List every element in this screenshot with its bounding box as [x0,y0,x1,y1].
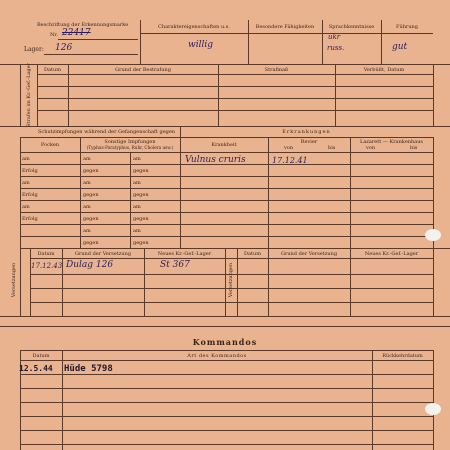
charakter-value: willig [188,40,213,50]
revier-von: von [284,145,294,151]
faehigkeiten-label: Besondere Fähigkeiten [255,24,315,30]
revier-bis: bis [328,145,336,151]
impf-s1-gegen-2: gegen [83,192,99,198]
impf-row-am-3: am [22,204,30,210]
strafen-col-datum: Datum [44,67,61,73]
kommando-art-entry: Hüde 5798 [64,364,113,374]
vers-col-neues-1: Neues Kr.-Gef.-Lager [157,251,212,257]
punch-hole-top [425,229,441,241]
vers-col-grund-1: Grund der Versetzung [74,251,132,257]
strafen-col-grund: Grund der Bestrafung [115,67,171,73]
impf-s1-gegen-1: gegen [83,168,99,174]
erkrankungen-col-krankheit: Krankheit [211,142,237,148]
sprachkenntnisse-value-1: ukr [328,33,341,41]
lazarett-von: von [366,145,376,151]
punch-hole-bottom [425,403,441,415]
impf-s1-am-1: am [83,156,91,162]
vers-col-neues-2: Neues Kr.-Gef.-Lager [364,251,419,257]
sprachkenntnisse-label: Sprachkenntnisse [328,24,375,30]
versetzungen-side-label-right: Versetzungen [228,262,234,298]
kommandos-col-rueckkehr: Rückkehrdatum [382,353,423,359]
vers-neues-entry: St 367 [160,260,190,270]
lager-label: Lager: [24,46,44,53]
impfungen-col-sonstige: Sonstige Impfungen [104,139,156,145]
charakter-label: Charaktereigenschaften u.s. [158,24,230,30]
lazarett-bis: bis [410,145,418,151]
lager-value: 126 [55,43,73,53]
vers-datum-entry: 17.12.43 [31,262,63,270]
impfungen-col-sonstige-sub: (Typhus-Paratyphus, Ruhr, Cholera usw.) [86,145,174,150]
kommandos-col-art: Art des Kommandos [187,353,247,359]
erkennungsmarke-label: Beschriftung der Erkennungsmarke [37,22,129,28]
impf-s2-am-2: am [133,180,141,186]
sprachkenntnisse-value-2: russ. [327,44,345,52]
impf-row-erfolg-1: Erfolg [22,168,38,174]
erkrankungen-title: Erkrankungen [282,129,331,135]
nr-label: Nr. [50,32,58,38]
nr-value: 22417 [62,28,91,38]
versetzungen-side-label-left: Versetzungen [11,262,17,298]
kommandos-col-datum: Datum [32,353,50,359]
impf-s2-gegen-3: gegen [133,216,149,222]
impf-row-erfolg-2: Erfolg [22,192,38,198]
impf-s1-am-4: am [83,228,91,234]
impf-row-am-1: am [22,156,30,162]
strafen-col-strafmass: Strafmaß [264,67,289,73]
impf-s2-am-1: am [133,156,141,162]
impf-s1-am-2: am [83,180,91,186]
fuehrung-value: gut [392,42,408,52]
vers-grund-entry: Dulag 126 [66,260,114,270]
impf-s1-gegen-3: gegen [83,216,99,222]
impf-row-erfolg-3: Erfolg [22,216,38,222]
strafen-col-verbuesst: Verbüßt, Datum [363,67,405,73]
erkrankungen-col-lazarett: Lazarett — Krankenhaus [360,139,423,145]
impf-s1-gegen-4: gegen [83,240,99,246]
kommandos-title: Kommandos [192,337,258,347]
impf-s2-am-4: am [133,228,141,234]
vers-col-datum-2: Datum [244,251,261,257]
erkrankung-datum-entry: 17.12.41 [272,156,308,165]
impfungen-title: Schutzimpfungen während der Gefangenschaft gegen [38,129,176,135]
impfungen-col-pocken: Pocken [40,142,60,148]
fuehrung-label: Führung [396,24,418,30]
erkrankungen-col-revier: Revier [300,139,318,145]
erkrankung-krankheit-entry: Vulnus cruris [185,155,246,165]
vers-col-datum-1: Datum [37,251,55,257]
impf-row-am-2: am [22,180,30,186]
kommando-datum-entry: 12.5.44 [19,364,53,373]
impf-s2-am-3: am [133,204,141,210]
impf-s2-gegen-1: gegen [133,168,149,174]
impf-s2-gegen-4: gegen [133,240,149,246]
vers-col-grund-2: Grund der Versetzung [280,251,338,257]
strafen-side-label: Strafen im Kr.-Gef.-Lager [26,63,32,127]
impf-s2-gegen-2: gegen [133,192,149,198]
impf-s1-am-3: am [83,204,91,210]
